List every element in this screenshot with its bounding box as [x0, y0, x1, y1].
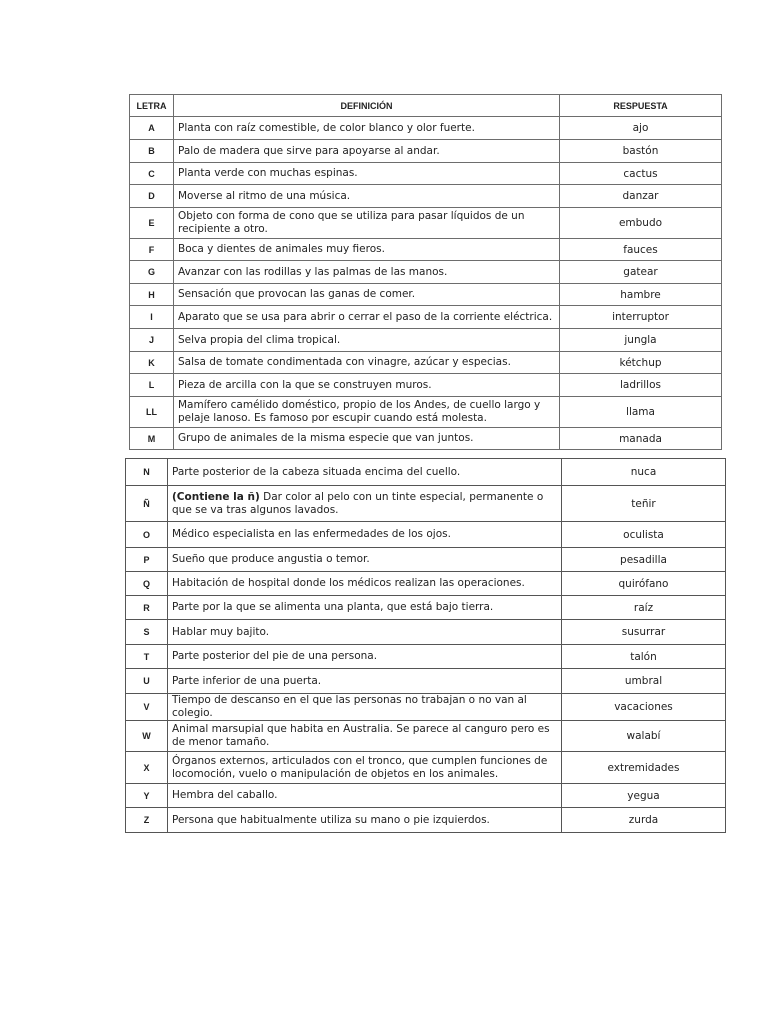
definition-cell: Parte posterior de la cabeza situada encima del cuello.: [168, 459, 562, 486]
answer-cell: llama: [560, 397, 722, 428]
answer-cell: hambre: [560, 284, 722, 306]
answer-cell: raíz: [562, 596, 726, 620]
answer-cell: nuca: [562, 459, 726, 486]
definition-cell: Órganos externos, articulados con el tronco, que cumplen funciones de locomoción, vuelo o manipulación de objetos en los animales.: [168, 752, 562, 784]
letter-cell: D: [130, 185, 174, 208]
definition-cell: [168, 486, 562, 522]
table-row: [130, 284, 722, 306]
table-row: [126, 620, 726, 645]
definition-cell: Pieza de arcilla con la que se construyen muros.: [174, 374, 560, 397]
definition-cell: Parte por la que se alimenta una planta, que está bajo tierra.: [168, 596, 562, 620]
answer-cell: extremidades: [562, 752, 726, 784]
letter-cell: M: [130, 428, 174, 450]
definition-cell: Aparato que se usa para abrir o cerrar el paso de la corriente eléctrica.: [174, 306, 560, 329]
answer-cell: umbral: [562, 669, 726, 694]
table-row: [130, 306, 722, 329]
table-row: [130, 428, 722, 450]
answer-cell: talón: [562, 645, 726, 669]
table-row: [126, 669, 726, 694]
table-row: [130, 163, 722, 185]
definition-cell: Parte inferior de una puerta.: [168, 669, 562, 694]
letter-cell: Y: [126, 784, 168, 808]
table-row: [126, 808, 726, 833]
table-row: [126, 572, 726, 596]
table-row: [130, 239, 722, 261]
table-row: [126, 459, 726, 486]
definition-cell: Habitación de hospital donde los médicos realizan las operaciones.: [168, 572, 562, 596]
letter-cell: U: [126, 669, 168, 694]
definition-prefix: (Contiene la ñ): [172, 490, 260, 503]
table-row: [130, 374, 722, 397]
letter-cell: X: [126, 752, 168, 784]
table-body-a-m: [130, 117, 722, 450]
answer-cell: yegua: [562, 784, 726, 808]
table-row: [130, 140, 722, 163]
letter-cell: O: [126, 522, 168, 548]
definition-cell: Parte posterior del pie de una persona.: [168, 645, 562, 669]
letter-cell: V: [126, 694, 168, 721]
answer-cell: fauces: [560, 239, 722, 261]
definition-cell: Selva propia del clima tropical.: [174, 329, 560, 352]
answer-cell: susurrar: [562, 620, 726, 645]
table-row: [126, 694, 726, 721]
definition-cell: Objeto con forma de cono que se utiliza para pasar líquidos de un recipiente a otro.: [174, 208, 560, 239]
letter-cell: N: [126, 459, 168, 486]
definition-cell: Sueño que produce angustia o temor.: [168, 548, 562, 572]
answer-cell: vacaciones: [562, 694, 726, 721]
letter-cell: S: [126, 620, 168, 645]
header-respuesta: RESPUESTA: [560, 95, 722, 117]
table-row: [130, 329, 722, 352]
definition-cell: Mamífero camélido doméstico, propio de los Andes, de cuello largo y pelaje lanoso. Es famoso por escupir cuando está molesta.: [174, 397, 560, 428]
answer-cell: danzar: [560, 185, 722, 208]
answer-cell: quirófano: [562, 572, 726, 596]
answer-cell: manada: [560, 428, 722, 450]
answer-cell: gatear: [560, 261, 722, 284]
table-row: [130, 185, 722, 208]
letter-cell: I: [130, 306, 174, 329]
definition-cell: Avanzar con las rodillas y las palmas de las manos.: [174, 261, 560, 284]
table-row: [126, 721, 726, 752]
table-row: [126, 645, 726, 669]
answer-cell: pesadilla: [562, 548, 726, 572]
answer-cell: kétchup: [560, 352, 722, 374]
definition-cell: Moverse al ritmo de una música.: [174, 185, 560, 208]
table-row: [130, 397, 722, 428]
answer-cell: oculista: [562, 522, 726, 548]
definition-cell: Hablar muy bajito.: [168, 620, 562, 645]
letter-cell: T: [126, 645, 168, 669]
letter-cell: Z: [126, 808, 168, 833]
letter-cell: R: [126, 596, 168, 620]
table-header-row: [130, 95, 722, 117]
letter-cell: F: [130, 239, 174, 261]
header-letra: LETRA: [130, 95, 174, 117]
answer-cell: bastón: [560, 140, 722, 163]
letter-cell: W: [126, 721, 168, 752]
table-row: [126, 596, 726, 620]
table-row: [126, 784, 726, 808]
definition-cell: Planta con raíz comestible, de color blanco y olor fuerte.: [174, 117, 560, 140]
letter-cell: Q: [126, 572, 168, 596]
table-row: [126, 486, 726, 522]
letter-cell: C: [130, 163, 174, 185]
table-row: [130, 208, 722, 239]
table-row: [126, 752, 726, 784]
answer-cell: interruptor: [560, 306, 722, 329]
letter-cell: P: [126, 548, 168, 572]
definition-cell: Salsa de tomate condimentada con vinagre, azúcar y especias.: [174, 352, 560, 374]
answer-cell: teñir: [562, 486, 726, 522]
answer-cell: embudo: [560, 208, 722, 239]
letter-cell: L: [130, 374, 174, 397]
definition-cell: Animal marsupial que habita en Australia. Se parece al canguro pero es de menor tamaño.: [168, 721, 562, 752]
letter-cell: LL: [130, 397, 174, 428]
definition-cell: Sensación que provocan las ganas de comer.: [174, 284, 560, 306]
table-row: [130, 261, 722, 284]
table-row: [130, 352, 722, 374]
letter-cell: E: [130, 208, 174, 239]
answer-cell: ladrillos: [560, 374, 722, 397]
table-row: [130, 117, 722, 140]
answer-cell: jungla: [560, 329, 722, 352]
letter-cell: J: [130, 329, 174, 352]
answer-cell: ajo: [560, 117, 722, 140]
table-row: [126, 548, 726, 572]
definition-cell: Persona que habitualmente utiliza su mano o pie izquierdos.: [168, 808, 562, 833]
letter-cell: B: [130, 140, 174, 163]
word-table-a-m: [129, 94, 722, 450]
definition-cell: Grupo de animales de la misma especie que van juntos.: [174, 428, 560, 450]
definition-cell: Planta verde con muchas espinas.: [174, 163, 560, 185]
table-row: [126, 522, 726, 548]
letter-cell: Ñ: [126, 486, 168, 522]
definition-cell: Boca y dientes de animales muy fieros.: [174, 239, 560, 261]
definition-cell: Palo de madera que sirve para apoyarse al andar.: [174, 140, 560, 163]
letter-cell: H: [130, 284, 174, 306]
definition-cell: Tiempo de descanso en el que las personas no trabajan o no van al colegio.: [168, 694, 562, 721]
letter-cell: A: [130, 117, 174, 140]
answer-cell: cactus: [560, 163, 722, 185]
word-table-n-z: [125, 458, 726, 833]
letter-cell: G: [130, 261, 174, 284]
table-body-n-z: [126, 459, 726, 833]
letter-cell: K: [130, 352, 174, 374]
answer-cell: zurda: [562, 808, 726, 833]
answer-cell: walabí: [562, 721, 726, 752]
definition-cell: Médico especialista en las enfermedades de los ojos.: [168, 522, 562, 548]
header-definicion: DEFINICIÓN: [174, 95, 560, 117]
definition-cell: Hembra del caballo.: [168, 784, 562, 808]
definition-text: Dar color al pelo con un tinte especial, permanente o que se va tras algunos lavados.: [172, 490, 544, 516]
